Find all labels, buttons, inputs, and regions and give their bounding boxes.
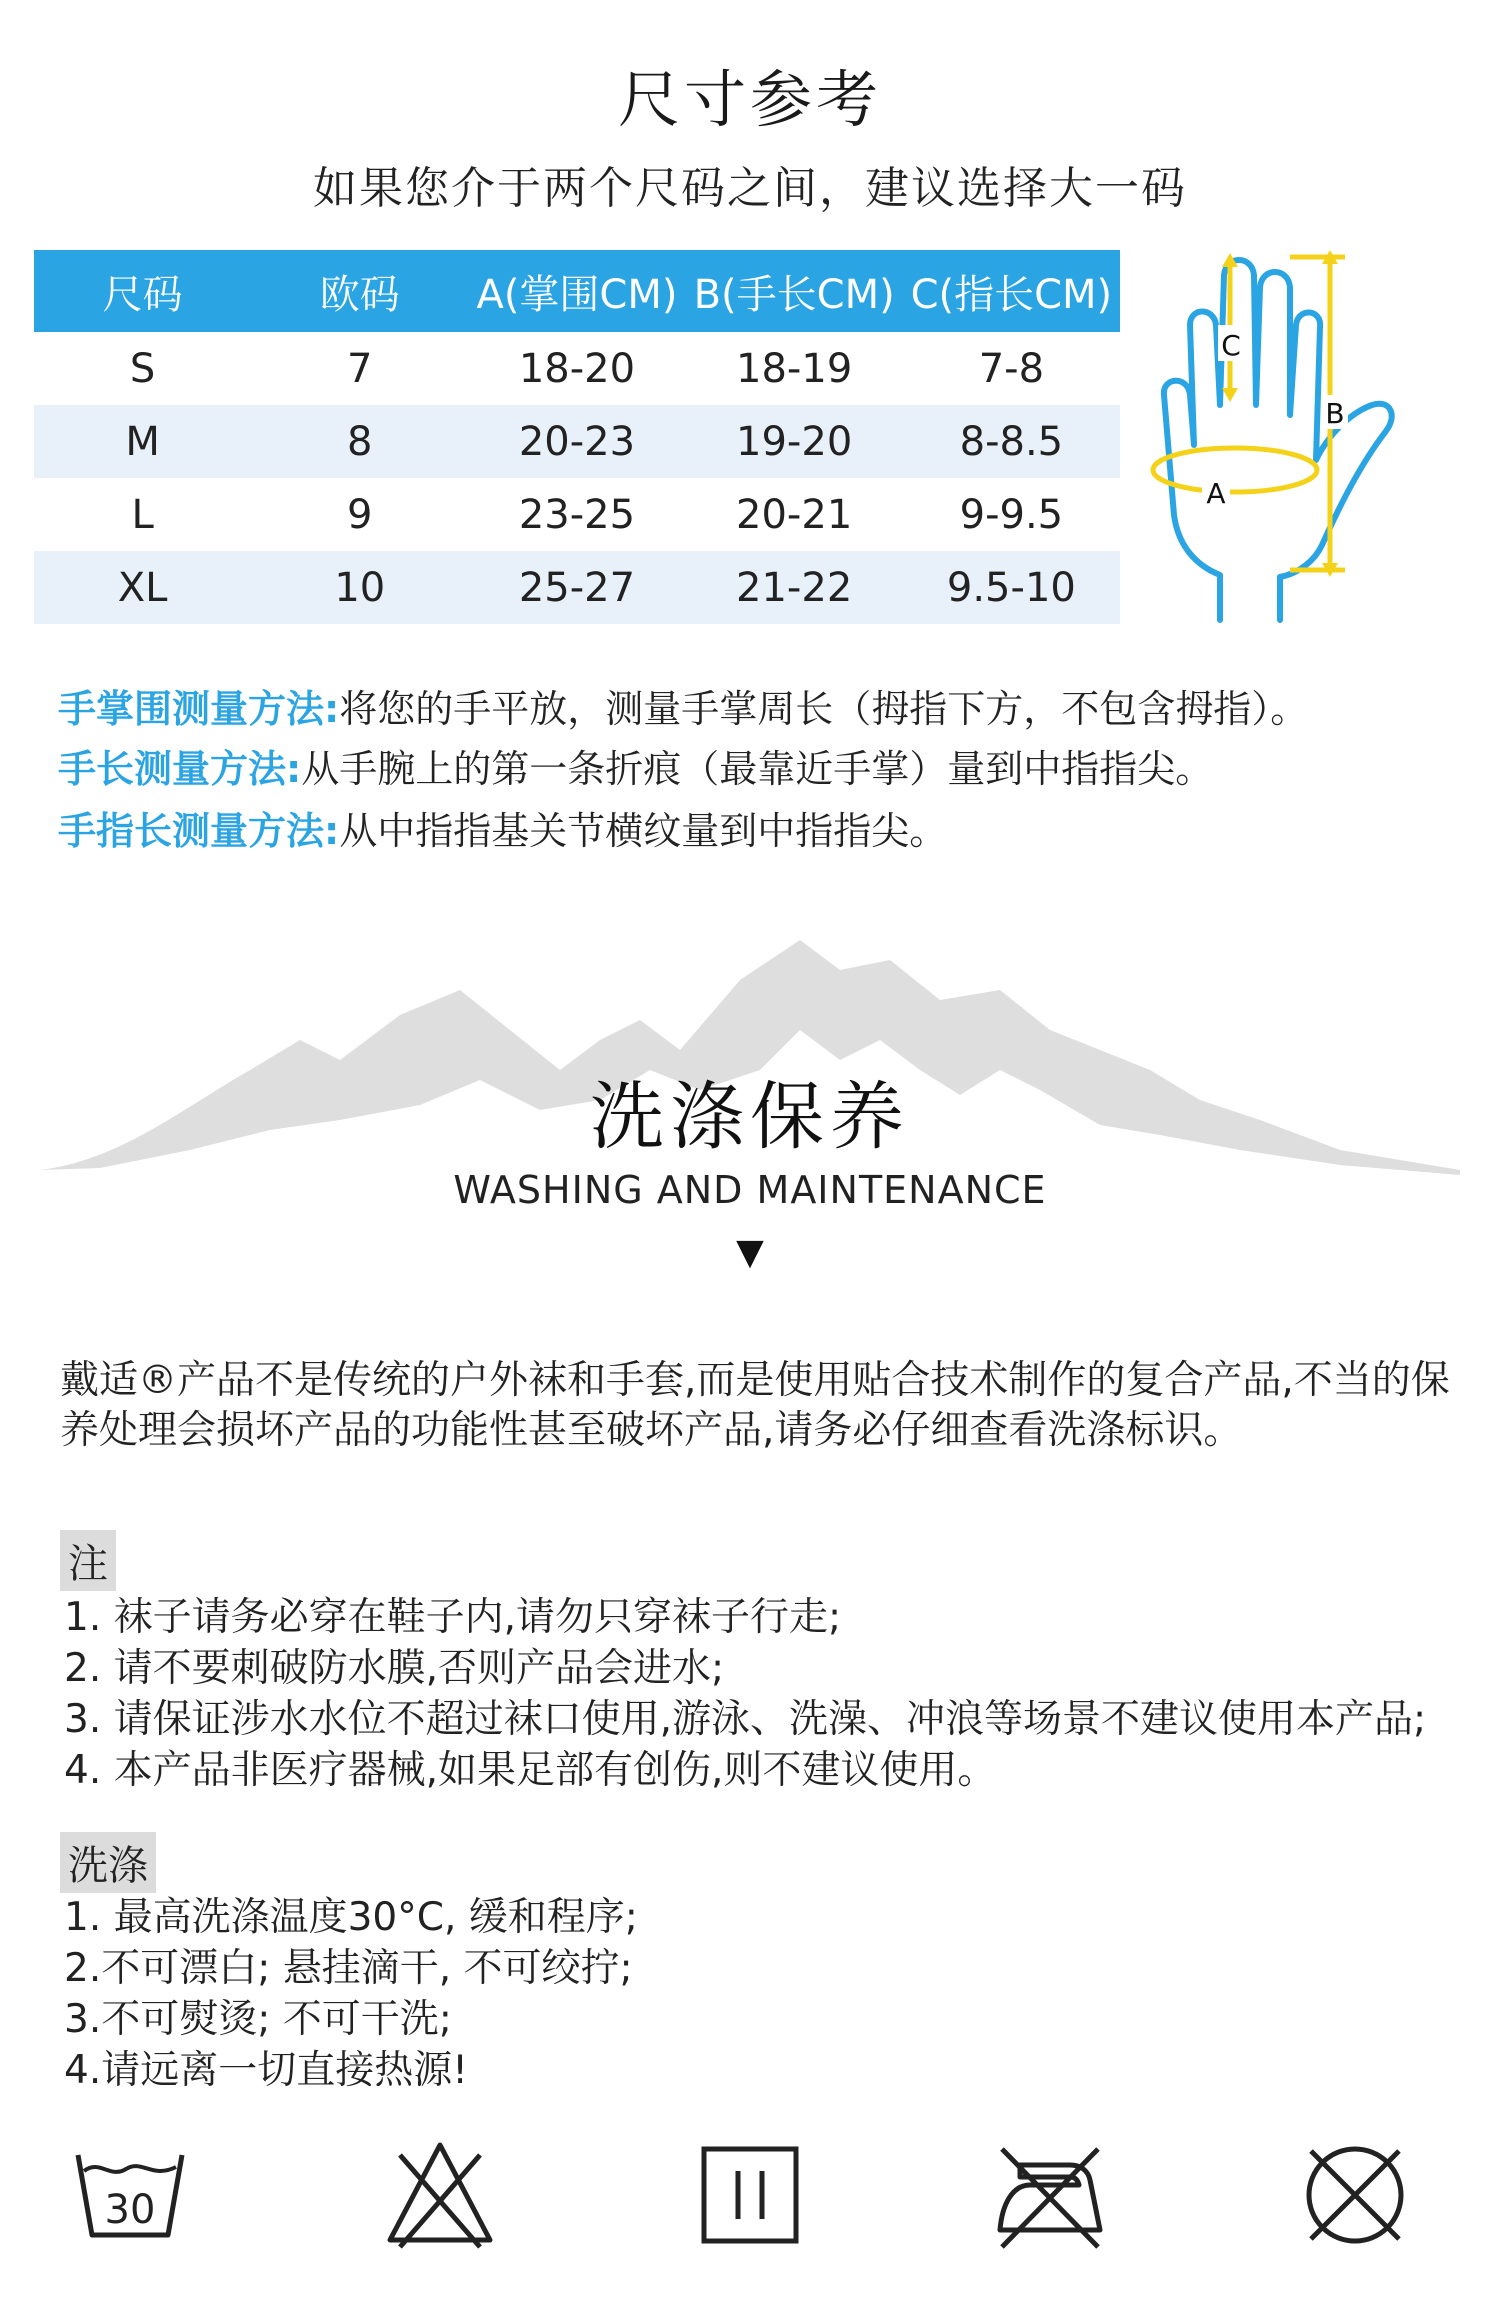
wash-temp-label: 30 xyxy=(104,2187,156,2233)
page-subtitle: 如果您介于两个尺码之间，建议选择大一码 xyxy=(313,163,1187,214)
table-cell: 25-27 xyxy=(468,551,685,624)
hand-length-method xyxy=(58,738,1213,793)
table-row xyxy=(34,478,1120,551)
label-b: B xyxy=(1325,397,1345,430)
measure-arrows xyxy=(1222,250,1338,577)
table-cell: 9.5-10 xyxy=(903,551,1120,624)
hand-measurement-icon xyxy=(1150,245,1470,625)
washing-intro: 戴适®产品不是传统的户外袜和手套,而是使用贴合技术制作的复合产品,不当的保养处理会损坏产品的功能性甚至破坏产品,请务必仔细查看洗涤标识。 xyxy=(60,1358,1450,1453)
table-cell: 7 xyxy=(251,332,468,405)
table-cell: 21-22 xyxy=(686,551,903,624)
list-item: 2.不可漂白; 悬挂滴干, 不可绞拧; xyxy=(64,1946,633,1991)
column-header: 欧码 xyxy=(251,250,468,332)
table-cell: 8-8.5 xyxy=(903,405,1120,478)
table-row xyxy=(34,332,1120,405)
list-item: 4.请远离一切直接热源! xyxy=(64,2048,468,2093)
washing-subtitle: WASHING AND MAINTENANCE xyxy=(453,1168,1047,1212)
method-label: 手长测量方法: xyxy=(58,747,302,791)
table-cell: XL xyxy=(34,551,251,624)
page-title: 尺寸参考 xyxy=(617,63,882,136)
table-row xyxy=(34,551,1120,624)
table-cell: 23-25 xyxy=(468,478,685,551)
table-cell: 9-9.5 xyxy=(903,478,1120,551)
drip-dry-icon xyxy=(690,2135,810,2255)
table-cell: 19-20 xyxy=(686,405,903,478)
table-cell: 20-23 xyxy=(468,405,685,478)
table-cell: 10 xyxy=(251,551,468,624)
method-label: 手掌围测量方法: xyxy=(58,687,340,731)
wash-30-icon xyxy=(70,2135,190,2255)
column-header: B(手长CM) xyxy=(686,250,903,332)
table-cell: S xyxy=(34,332,251,405)
size-table xyxy=(34,250,1120,624)
method-label: 手指长测量方法: xyxy=(58,809,340,853)
notes-tag: 注 xyxy=(60,1530,116,1591)
arrow-down-icon: ▼ xyxy=(736,1232,764,1273)
table-cell: 8 xyxy=(251,405,468,478)
wash-list xyxy=(64,1892,638,2096)
table-cell: 9 xyxy=(251,478,468,551)
table-cell: 18-20 xyxy=(468,332,685,405)
list-item: 4. 本产品非医疗器械,如果足部有创伤,则不建议使用。 xyxy=(64,1748,997,1793)
table-cell: 18-19 xyxy=(686,332,903,405)
method-text: 将您的手平放，测量手掌周长（拇指下方，不包含拇指）。 xyxy=(339,687,1309,731)
list-item: 1. 袜子请务必穿在鞋子内,请勿只穿袜子行走; xyxy=(64,1595,842,1640)
method-text: 从手腕上的第一条折痕（最靠近手掌）量到中指指尖。 xyxy=(301,747,1214,791)
no-bleach-icon xyxy=(380,2135,500,2255)
finger-length-method xyxy=(58,800,947,855)
palm-measure-method xyxy=(58,678,1308,733)
method-text: 从中指指基关节横纹量到中指指尖。 xyxy=(339,809,948,853)
column-header: C(指长CM) xyxy=(903,250,1120,332)
no-dry-clean-icon xyxy=(1295,2135,1415,2255)
hand-outline xyxy=(1164,260,1392,620)
table-cell: 20-21 xyxy=(686,478,903,551)
washing-title: 洗涤保养 xyxy=(590,1074,910,1160)
list-item: 3.不可熨烫; 不可干洗; xyxy=(64,1997,452,2042)
list-item: 2. 请不要刺破防水膜,否则产品会进水; xyxy=(64,1646,725,1691)
list-item: 1. 最高洗涤温度30°C, 缓和程序; xyxy=(64,1895,638,1940)
column-header: A(掌围CM) xyxy=(468,250,685,332)
table-cell: 7-8 xyxy=(903,332,1120,405)
column-header: 尺码 xyxy=(34,250,251,332)
list-item: 3. 请保证涉水水位不超过袜口使用,游泳、洗澡、冲浪等场景不建议使用本产品; xyxy=(64,1697,1427,1742)
notes-list xyxy=(64,1592,1426,1796)
label-c: C xyxy=(1221,329,1241,362)
table-cell: L xyxy=(34,478,251,551)
table-cell: M xyxy=(34,405,251,478)
table-header-row xyxy=(34,250,1120,332)
table-row xyxy=(34,405,1120,478)
label-a: A xyxy=(1206,477,1226,510)
wash-tag: 洗涤 xyxy=(60,1832,156,1893)
no-iron-icon xyxy=(990,2135,1110,2255)
